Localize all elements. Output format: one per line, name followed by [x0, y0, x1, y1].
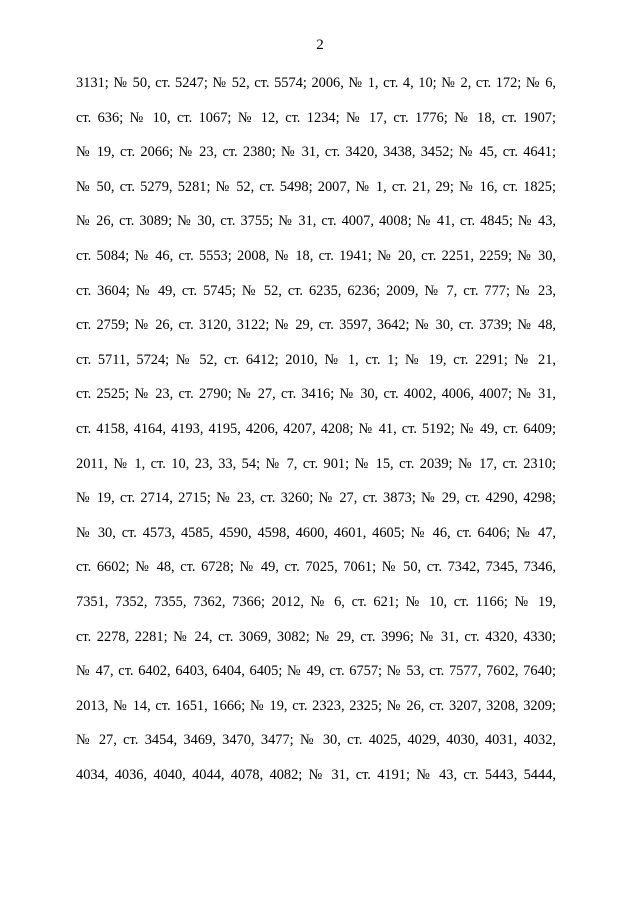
legal-citation-text — [76, 74, 556, 800]
text-line: № 47, ст. 6402, 6403, 6404, 6405; № 49, ст. 6757; № 53, ст. 7577, 7602, 7640; — [76, 663, 556, 680]
text-line: 2013, № 14, ст. 1651, 1666; № 19, ст. 2323, 2325; № 26, ст. 3207, 3208, 3209; — [76, 697, 556, 714]
text-line: № 19, ст. 2066; № 23, ст. 2380; № 31, ст. 3420, 3438, 3452; № 45, ст. 4641; — [76, 144, 556, 161]
page-number: 2 — [316, 37, 324, 53]
text-line: № 50, ст. 5279, 5281; № 52, ст. 5498; 2007, № 1, ст. 21, 29; № 16, ст. 1825; — [76, 178, 556, 195]
text-line: 3131; № 50, ст. 5247; № 52, ст. 5574; 2006, № 1, ст. 4, 10; № 2, ст. 172; № 6, — [76, 75, 556, 91]
text-line: № 19, ст. 2714, 2715; № 23, ст. 3260; № 27, ст. 3873; № 29, ст. 4290, 4298; — [76, 490, 556, 507]
text-line: 4034, 4036, 4040, 4044, 4078, 4082; № 31, ст. 4191; № 43, ст. 5443, 5444, — [76, 766, 556, 783]
text-line: 7351, 7352, 7355, 7362, 7366; 2012, № 6, ст. 621; № 10, ст. 1166; № 19, — [76, 593, 556, 610]
text-line: № 27, ст. 3454, 3469, 3470, 3477; № 30, ст. 4025, 4029, 4030, 4031, 4032, — [76, 732, 556, 749]
text-line: ст. 5711, 5724; № 52, ст. 6412; 2010, № 1, ст. 1; № 19, ст. 2291; № 21, — [76, 351, 556, 368]
text-line: ст. 2759; № 26, ст. 3120, 3122; № 29, ст. 3597, 3642; № 30, ст. 3739; № 48, — [76, 317, 556, 334]
text-line: № 30, ст. 4573, 4585, 4590, 4598, 4600, 4601, 4605; № 46, ст. 6406; № 47, — [76, 524, 556, 541]
text-line: ст. 2525; № 23, ст. 2790; № 27, ст. 3416; № 30, ст. 4002, 4006, 4007; № 31, — [76, 386, 556, 403]
text-line: ст. 2278, 2281; № 24, ст. 3069, 3082; № 29, ст. 3996; № 31, ст. 4320, 4330; — [76, 628, 556, 645]
text-line: ст. 5084; № 46, ст. 5553; 2008, № 18, ст. 1941; № 20, ст. 2251, 2259; № 30, — [76, 247, 556, 264]
text-line: ст. 4158, 4164, 4193, 4195, 4206, 4207, 4208; № 41, ст. 5192; № 49, ст. 6409; — [76, 420, 556, 437]
text-line: ст. 6602; № 48, ст. 6728; № 49, ст. 7025, 7061; № 50, ст. 7342, 7345, 7346, — [76, 559, 556, 576]
text-line: ст. 636; № 10, ст. 1067; № 12, ст. 1234; № 17, ст. 1776; № 18, ст. 1907; — [76, 109, 556, 126]
text-line: № 26, ст. 3089; № 30, ст. 3755; № 31, ст. 4007, 4008; № 41, ст. 4845; № 43, — [76, 213, 556, 230]
text-line: ст. 3604; № 49, ст. 5745; № 52, ст. 6235, 6236; 2009, № 7, ст. 777; № 23, — [76, 282, 556, 299]
text-line: 2011, № 1, ст. 10, 23, 33, 54; № 7, ст. 901; № 15, ст. 2039; № 17, ст. 2310; — [76, 455, 556, 472]
